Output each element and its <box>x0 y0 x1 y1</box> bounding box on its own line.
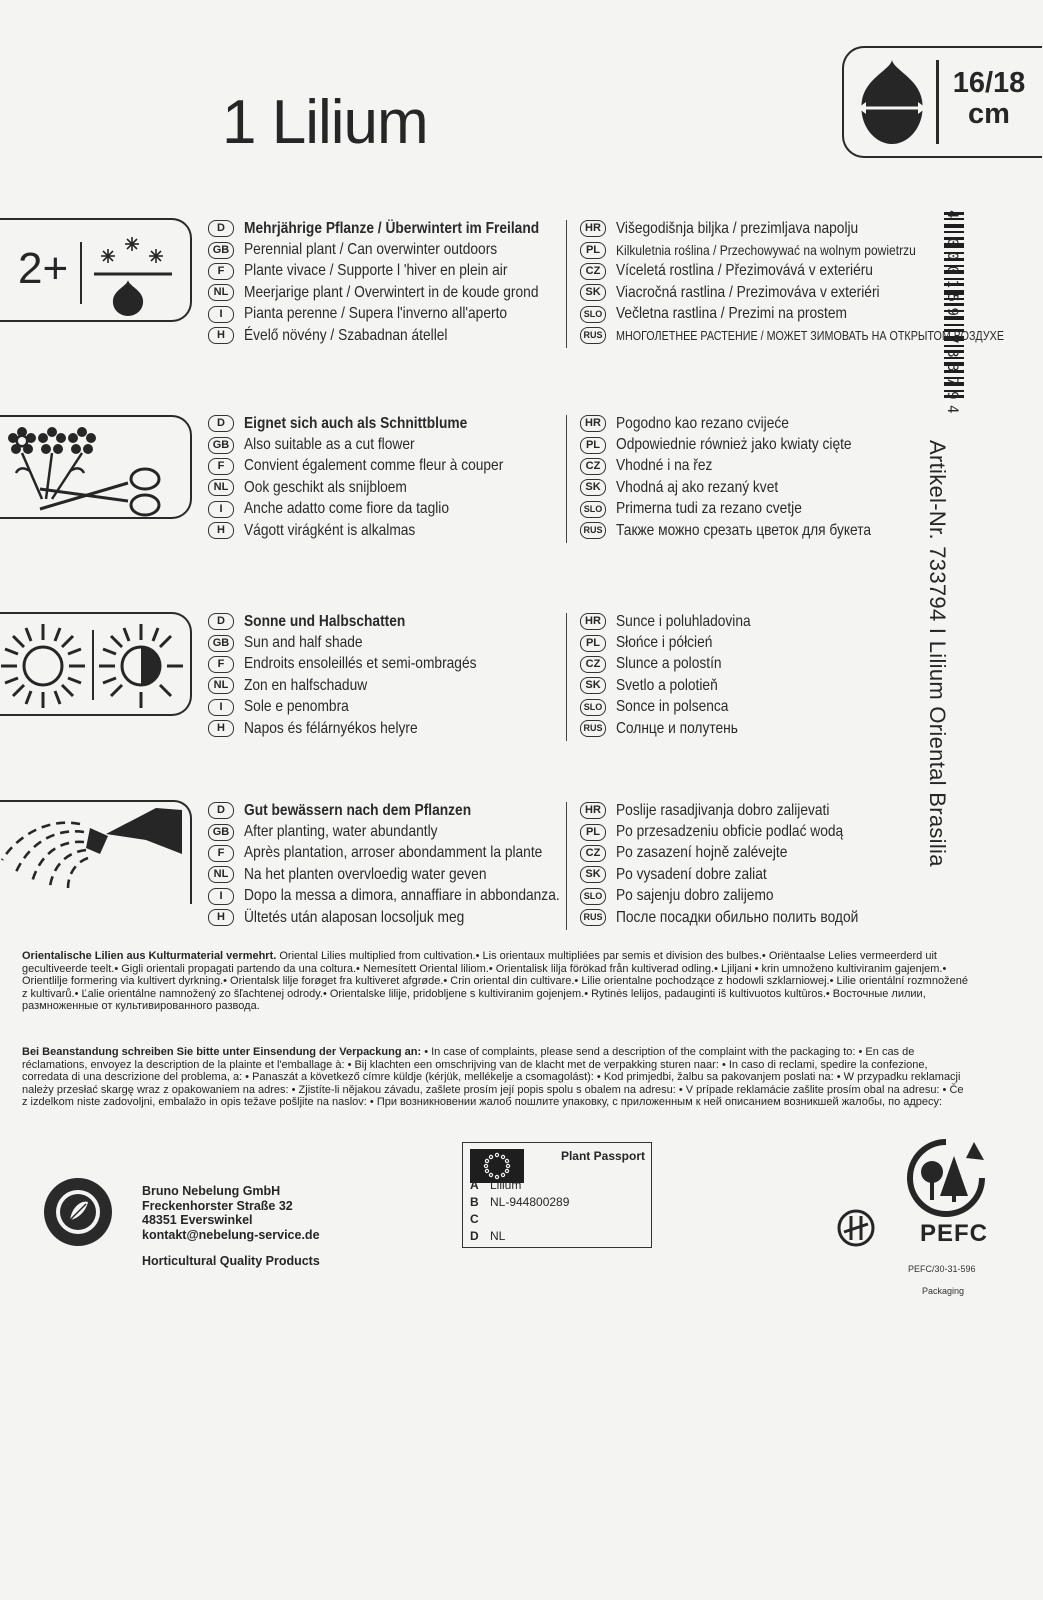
sustainable-supplier-seal <box>42 1176 114 1248</box>
passport-row-d <box>470 1229 505 1243</box>
language-line <box>208 499 568 520</box>
plant-passport <box>462 1142 652 1248</box>
language-line <box>580 239 940 260</box>
language-line <box>580 261 940 282</box>
language-text: Slunce a polostín <box>616 655 722 673</box>
water-spray-icon <box>0 802 186 902</box>
language-code-badge: F <box>208 263 234 280</box>
complaint-note-lead: Bei Beanstandung schreiben Sie bitte unter Einsendung der Verpackung an: <box>22 1046 422 1058</box>
language-text: Sunce i poluhladovina <box>616 612 751 630</box>
language-code-badge: GB <box>208 824 234 841</box>
column-separator <box>566 220 567 348</box>
language-line <box>580 800 940 821</box>
language-line <box>208 304 568 325</box>
language-text: Odpowiednie również jako kwiaty cięte <box>616 436 852 454</box>
language-text: Ültetés után alaposan locsoljuk meg <box>244 908 465 926</box>
language-code-badge: H <box>208 720 234 737</box>
language-code-badge: H <box>208 327 234 344</box>
language-code-badge: PL <box>580 437 606 454</box>
language-line <box>580 456 940 477</box>
language-code-badge: NL <box>208 479 234 496</box>
language-line <box>580 477 940 498</box>
pefc-code: PEFC/30-31-596 <box>908 1264 976 1274</box>
language-code-badge: F <box>208 656 234 673</box>
product-title: 1 Lilium <box>222 88 428 157</box>
language-text: Perennial plant / Can overwinter outdoors <box>244 241 498 259</box>
language-code-badge: PL <box>580 824 606 841</box>
language-text: After planting, water abundantly <box>244 823 438 841</box>
language-text: Ook geschikt als snijbloem <box>244 478 407 496</box>
language-line <box>208 218 568 239</box>
language-line <box>208 654 568 675</box>
language-line <box>208 675 568 696</box>
language-line <box>580 675 940 696</box>
language-text: Plante vivace / Supporte l 'hiver en plein air <box>244 262 508 280</box>
passport-row-b <box>470 1195 569 1209</box>
language-code-badge: SLO <box>580 306 606 323</box>
language-line <box>208 611 568 632</box>
language-line <box>208 864 568 885</box>
language-code-badge: D <box>208 415 234 432</box>
language-text: Po przesadzeniu obficie podlać wodą <box>616 823 844 841</box>
language-line <box>208 632 568 653</box>
flowers-scissors-icon <box>0 419 180 519</box>
section-3-right-column <box>580 611 940 739</box>
language-code-badge: NL <box>208 677 234 694</box>
language-code-badge: GB <box>208 242 234 259</box>
pefc-packaging: Packaging <box>922 1286 965 1296</box>
language-text: Napos és félárnyékos helyre <box>244 719 418 737</box>
language-text: Sun and half shade <box>244 634 363 652</box>
language-code-badge: SLO <box>580 699 606 716</box>
language-text: Sonne und Halbschatten <box>244 612 406 630</box>
language-line <box>580 718 940 739</box>
passport-key: C <box>470 1212 479 1226</box>
language-line <box>580 434 940 455</box>
section-2-right-column <box>580 413 940 541</box>
language-text: Meerjarige plant / Overwintert in de koude grond <box>244 283 539 301</box>
language-code-badge: SK <box>580 866 606 883</box>
language-code-badge: RUS <box>580 327 606 344</box>
bulb-size-value <box>944 68 1034 130</box>
passport-value: NL-944800289 <box>490 1195 570 1209</box>
company-tagline: Horticultural Quality Products <box>142 1254 320 1268</box>
column-separator <box>566 415 567 543</box>
language-text: Vágott virágként is alkalmas <box>244 521 416 539</box>
language-code-badge: SLO <box>580 501 606 518</box>
language-text: Pogodno kao rezano cvijeće <box>616 414 789 432</box>
language-line <box>580 654 940 675</box>
language-code-badge: CZ <box>580 263 606 280</box>
language-text: Convient également comme fleur à couper <box>244 457 504 475</box>
language-code-badge: D <box>208 802 234 819</box>
complaint-note-body: • In case of complaints, please send a description of the complaint with the packaging to: • En cas de réclamations, envoyez la description de la plainte et l'emballage à: • Bij klachten een omschrijving van de klacht met de verpakking sturen naar: • In caso di reclami, spedire la confezione, corredata di una descrizione del problema, a: • Panaszát a következő címre küldje (kérjük, mellékelje a csomagolást): • Kod primjedbi, žalbu sa pakovanjem poslati na: • W przypadku reklamacji należy przesłać skargę wraz z opakowaniem na adres: • Zjistíte-li nějakou závadu, zašlete prosím její popis spolu s obalem na adresu: • V prípade reklamácie zašlite prosím obal na adresu: • Če z izdelkom niste zadovoljni, embalažo in opis težave pošljite na naslov: • При возникновении жалоб пошлите упаковку, с приложенным к ней описанием возникшей жалобы, по адресу: <box>22 1046 964 1109</box>
language-code-badge: RUS <box>580 909 606 926</box>
language-text: Mehrjährige Pflanze / Überwintert im Freiland <box>244 219 540 237</box>
language-text: Na het planten overvloedig water geven <box>244 865 487 883</box>
language-line <box>208 456 568 477</box>
column-separator <box>566 613 567 741</box>
language-code-badge: SK <box>580 284 606 301</box>
column-separator <box>566 802 567 930</box>
sun-icon <box>0 616 88 716</box>
pefc-logo-icon <box>904 1138 988 1218</box>
passport-value: Lilium <box>490 1178 522 1192</box>
language-code-badge: RUS <box>580 720 606 737</box>
icon-divider <box>80 242 82 304</box>
cultivation-note-lead: Orientalische Lilien aus Kulturmaterial vermehrt. <box>22 950 277 962</box>
language-code-badge: I <box>208 699 234 716</box>
language-line <box>208 800 568 821</box>
language-text: Primerna tudi za rezano cvetje <box>616 500 802 518</box>
language-text: Víceletá rostlina / Přezimovává v exteriéru <box>616 262 873 280</box>
language-text: Après plantation, arroser abondamment la plante <box>244 844 543 862</box>
language-line <box>580 325 1005 346</box>
language-text: Vhodná aj ako rezaný kvet <box>616 478 779 496</box>
language-text: После посадки обильно полить водой <box>616 908 859 926</box>
language-line <box>208 520 568 541</box>
language-code-badge: HR <box>580 415 606 432</box>
language-code-badge: D <box>208 613 234 630</box>
language-line <box>580 520 940 541</box>
language-code-badge: CZ <box>580 656 606 673</box>
language-text: Также можно срезать цветок для букета <box>616 521 872 539</box>
language-text: МНОГОЛЕТНЕЕ РАСТЕНИЕ / МОЖЕТ ЗИМОВАТЬ НА ОТКРЫТОМ ВОЗДУХЕ <box>616 328 1005 343</box>
language-text: Évelő növény / Szabadnan átellel <box>244 326 448 344</box>
language-text: Vhodné i na řez <box>616 457 713 475</box>
language-line <box>208 282 568 303</box>
cultivation-note <box>22 950 972 1013</box>
language-code-badge: I <box>208 501 234 518</box>
language-code-badge: SK <box>580 677 606 694</box>
language-text: Poslije rasadjivanja dobro zalijevati <box>616 801 830 819</box>
language-text: Anche adatto come fiore da taglio <box>244 500 450 518</box>
language-line <box>208 843 568 864</box>
language-line <box>580 499 940 520</box>
icon-divider <box>92 630 94 700</box>
language-code-badge: D <box>208 220 234 237</box>
sun-half-shade-icon <box>0 612 192 716</box>
language-line <box>580 697 940 718</box>
language-line <box>208 821 568 842</box>
language-text: Večletna rastlina / Prezimi na prostem <box>616 305 847 323</box>
language-code-badge: HR <box>580 220 606 237</box>
language-line <box>580 907 940 928</box>
company-email: kontakt@nebelung-service.de <box>142 1227 320 1242</box>
language-code-badge: NL <box>208 284 234 301</box>
recycling-symbol-icon <box>836 1208 876 1248</box>
language-line <box>208 718 568 739</box>
language-line <box>208 413 568 434</box>
company-city: 48351 Everswinkel <box>142 1213 253 1227</box>
bulb-size-box <box>842 46 1042 158</box>
language-line <box>208 261 568 282</box>
barcode-number: 4 000159 733794 <box>944 210 960 419</box>
language-line <box>580 611 940 632</box>
perennial-frost-bulb-icon <box>0 218 192 322</box>
language-line <box>580 886 940 907</box>
passport-row-c <box>470 1212 490 1226</box>
language-code-badge: SLO <box>580 888 606 905</box>
frost-bulb-icon <box>88 228 178 318</box>
half-shade-icon <box>96 616 186 716</box>
language-line <box>580 821 940 842</box>
years-label: 2+ <box>18 244 69 293</box>
language-line <box>580 413 940 434</box>
company-name: Bruno Nebelung GmbH <box>142 1184 281 1198</box>
language-line <box>208 239 568 260</box>
watering-can-icon <box>0 800 192 904</box>
language-code-badge: GB <box>208 635 234 652</box>
size-divider <box>936 60 939 144</box>
language-text: Višegodišnja biljka / prezimljava napolju <box>616 219 859 237</box>
language-text: Słońce i półcień <box>616 634 713 652</box>
bulb-size-unit: cm <box>968 98 1010 130</box>
company-address <box>142 1184 320 1269</box>
passport-key: A <box>470 1178 479 1192</box>
article-number: Artikel-Nr. 733794 I Lilium Oriental Brasilia <box>925 440 950 867</box>
language-code-badge: CZ <box>580 458 606 475</box>
passport-key: B <box>470 1195 479 1209</box>
language-code-badge: CZ <box>580 845 606 862</box>
bulb-size-number: 16/18 <box>952 67 1026 99</box>
section-2-left-column <box>208 413 568 541</box>
passport-row-a <box>470 1178 521 1192</box>
language-text: Dopo la messa a dimora, annaffiare in abbondanza. <box>244 887 560 905</box>
language-text: Pianta perenne / Supera l'inverno all'aperto <box>244 305 508 323</box>
cut-flower-scissors-icon <box>0 415 192 519</box>
cultivation-note-body: Oriental Lilies multiplied from cultivation.• Lis orientaux multipliées par semis et division des bulbes.• Oriëntaalse Lelies vermeerderd uit gecultiveerde teelt.• Gigli orientali propagati partendo da una coltura.• Nemesített Oriental liliom.• Orientalisk lilja förökad från kultiverad odling.• Ljiljani • krin umnoženo kultiviranim gajenjem.• Orientlilje formering via kultivert dyrkning.• Orientalsk lilje forøget fra kultiveret afgrøde.• Crin oriental din cultivare.• Lilie orientalne pochodzące z hodowli szklarniowej.• Lilie orientální rozmnožené z kultivarů.• Ľalie orientálne namnožený zo šľachtenej odrody.• Orientalske lilije, pridobljene s kultiviranim gojenjem.• Rytinės lelijos, padauginti iš kultivuotos kultūros.• Восточные лилии, размноженные от культивированного развода. <box>22 950 968 1013</box>
language-line <box>580 864 940 885</box>
language-code-badge: H <box>208 522 234 539</box>
language-text: Also suitable as a cut flower <box>244 436 415 454</box>
bulb-circumference-icon <box>848 52 938 152</box>
complaint-note <box>22 1046 972 1109</box>
language-code-badge: I <box>208 306 234 323</box>
language-line <box>208 697 568 718</box>
language-code-badge: HR <box>580 802 606 819</box>
language-text: Eignet sich auch als Schnittblume <box>244 414 468 432</box>
language-line <box>580 304 940 325</box>
language-text: Po sajenju dobro zalijemo <box>616 887 774 905</box>
language-line <box>208 886 568 907</box>
language-line <box>580 218 940 239</box>
language-text: Po zasazení hojně zalévejte <box>616 844 788 862</box>
language-line <box>580 843 940 864</box>
language-code-badge: F <box>208 845 234 862</box>
section-4-right-column <box>580 800 940 928</box>
plant-passport-title: Plant Passport <box>560 1149 645 1163</box>
section-1-left-column <box>208 218 568 346</box>
language-line <box>208 477 568 498</box>
language-text: Солнце и полутень <box>616 719 738 737</box>
language-text: Svetlo a polotieň <box>616 676 718 694</box>
language-text: Sole e penombra <box>244 698 349 716</box>
language-code-badge: NL <box>208 866 234 883</box>
language-code-badge: PL <box>580 242 606 259</box>
language-line <box>580 282 940 303</box>
language-code-badge: H <box>208 909 234 926</box>
language-code-badge: F <box>208 458 234 475</box>
company-street: Freckenhorster Straße 32 <box>142 1198 293 1213</box>
language-line <box>208 907 568 928</box>
section-4-left-column <box>208 800 568 928</box>
language-code-badge: I <box>208 888 234 905</box>
passport-value: NL <box>490 1229 506 1243</box>
language-code-badge: RUS <box>580 522 606 539</box>
language-line <box>208 434 568 455</box>
language-text: Po vysadení dobre zaliat <box>616 865 767 883</box>
language-code-badge: PL <box>580 635 606 652</box>
language-text: Sonce in polsenca <box>616 698 729 716</box>
language-code-badge: HR <box>580 613 606 630</box>
language-text: Endroits ensoleillés et semi-ombragés <box>244 655 477 673</box>
language-text: Gut bewässern nach dem Pflanzen <box>244 801 472 819</box>
section-3-left-column <box>208 611 568 739</box>
passport-key: D <box>470 1229 479 1243</box>
language-code-badge: SK <box>580 479 606 496</box>
language-text: Viacročná rastlina / Prezimováva v exteriéri <box>616 283 880 301</box>
pefc-label: PEFC <box>920 1220 989 1247</box>
language-code-badge: GB <box>208 437 234 454</box>
language-text: Zon en halfschaduw <box>244 676 368 694</box>
language-line <box>580 632 940 653</box>
language-text: Kilkuletnia roślina / Przechowywać na wolnym powietrzu <box>616 242 916 259</box>
language-line <box>208 325 568 346</box>
